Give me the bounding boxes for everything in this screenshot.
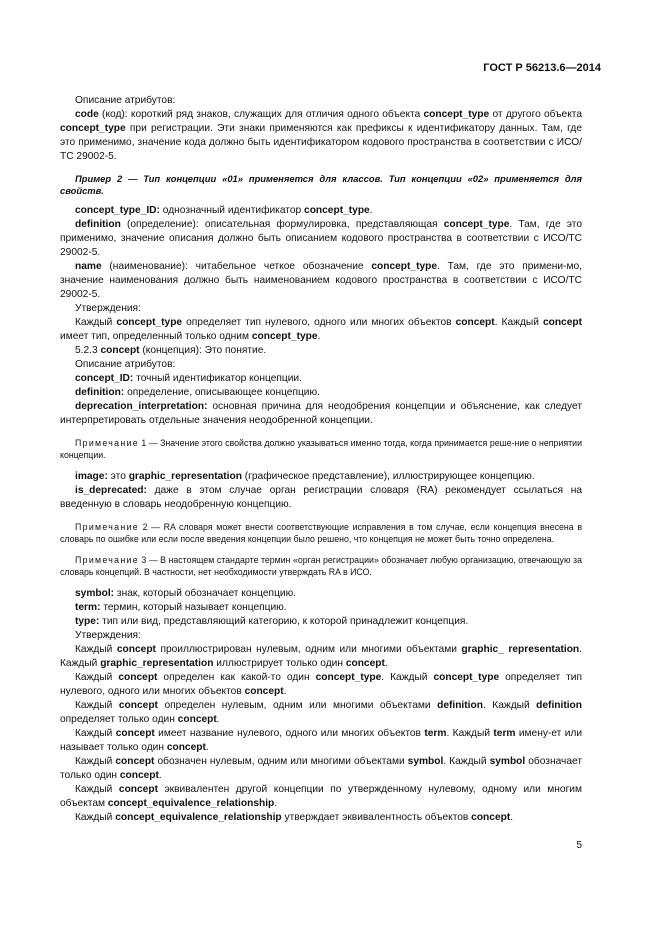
paragraph: is_deprecated: даже в этом случае орган регистрации словаря (RA) рекомендует ссылаться на введенную в словарь неодобренную концепцию.: [60, 485, 582, 510]
paragraph: symbol: знак, который обозначает концепцию.: [75, 588, 297, 599]
paragraph: Каждый concept_type определяет тип нулевого, одного или многих объектов concept. Каждый concept имеет тип, определенный только одним concept_type.: [60, 317, 582, 342]
paragraph: code (код): короткий ряд знаков, служащих для отличия одного объекта concept_type от другого объекта concept_type при регистрации. Эти знаки применяются как префиксы к идентификатору данных. Там, где это применимо, значение кода должно быть идентификатором кодового пространства в соответствии с ИСО/ТС 29002-5.: [60, 109, 582, 162]
document-header: ГОСТ Р 56213.6—2014: [483, 62, 601, 74]
paragraph: term: термин, который называет концепцию.: [75, 602, 287, 613]
paragraph: Каждый concept обозначен нулевым, одним или многими объектами symbol. Каждый symbol обозначает только один concept.: [60, 756, 582, 781]
paragraph: Утверждения:: [75, 303, 141, 314]
paragraph: concept_ID: точный идентификатор концепции.: [75, 373, 302, 384]
paragraph: definition (определение): описательная формулировка, представляющая concept_type. Там, где это применимо, значение описания должно быть описанием кодового пространства в соответствии с ИСО/ТС 29002-5.: [60, 219, 583, 258]
paragraph: Каждый concept_equivalence_relationship утверждает эквивалентность объектов concept.: [75, 812, 514, 823]
example-2: Пример 2 — Тип концепции «01» применяется для классов. Тип концепции «02» применяется для свойств.: [60, 173, 582, 196]
paragraph: image: это graphic_representation (графическое представление), иллюстрирующее концепцию.: [75, 471, 535, 482]
paragraph: Каждый concept имеет название нулевого, одного или многих объектов term. Каждый term имену-ет или называет только один concept.: [60, 728, 583, 753]
paragraph: Описание атрибутов:: [75, 359, 176, 370]
paragraph: name (наименование): читабельное четкое обозначение concept_type. Там, где это примени-мо, значение наименования должно быть наименованием кодового пространства в соответствии с ИСО/ТС 29002-5.: [60, 261, 582, 300]
note-2: Примечание 2 — RA словаря может внести соответствующие исправления в том случае, если концепция внесена в словарь по ошибке или если после введения концепции было решено, что концепция не может быть точно определена.: [60, 522, 582, 544]
paragraph: Каждый concept определен как какой-то один concept_type. Каждый concept_type определяет тип нулевого, одного или многих объектов concept.: [60, 672, 582, 697]
page-number: 5: [576, 840, 582, 851]
paragraph: type: тип или вид, представляющий категорию, к которой принадлежит концепция.: [75, 616, 469, 627]
section-heading: 5.2.3 concept (концепция): Это понятие.: [75, 345, 267, 356]
paragraph: Каждый concept эквивалентен другой концепции по утвержденному нулевому, одному или многим объектам concept_equivalence_relationship.: [60, 784, 583, 809]
paragraph: Утверждения:: [75, 630, 141, 641]
page-body: [60, 94, 582, 825]
note-1: Примечание 1 — Значение этого свойства должно указываться именно тогда, когда принимается реше-ние о неприятии концепции.: [60, 438, 582, 460]
paragraph: definition: определение, описывающее концепцию.: [75, 387, 320, 398]
paragraph: Описание атрибутов:: [75, 95, 176, 106]
note-3: Примечание 3 — В настоящем стандарте термин «орган регистрации» обозначает любую организацию, отвечающую за словарь концепций. В частности, нет необходимости утверждать RA в ИСО.: [60, 555, 582, 577]
paragraph: concept_type_ID: однозначный идентификатор concept_type.: [75, 205, 373, 216]
paragraph: Каждый concept определен нулевым, одним или многими объектами definition. Каждый definition определяет только один concept.: [60, 700, 582, 725]
paragraph: Каждый concept проиллюстрирован нулевым, одним или многими объектами graphic_ representation. Каждый graphic_representation иллюстрирует только один concept.: [60, 644, 583, 669]
paragraph: deprecation_interpretation: основная причина для неодобрения концепции и объяснение, как следует интерпретировать отдельные значения неодобренной концепции.: [60, 401, 582, 426]
